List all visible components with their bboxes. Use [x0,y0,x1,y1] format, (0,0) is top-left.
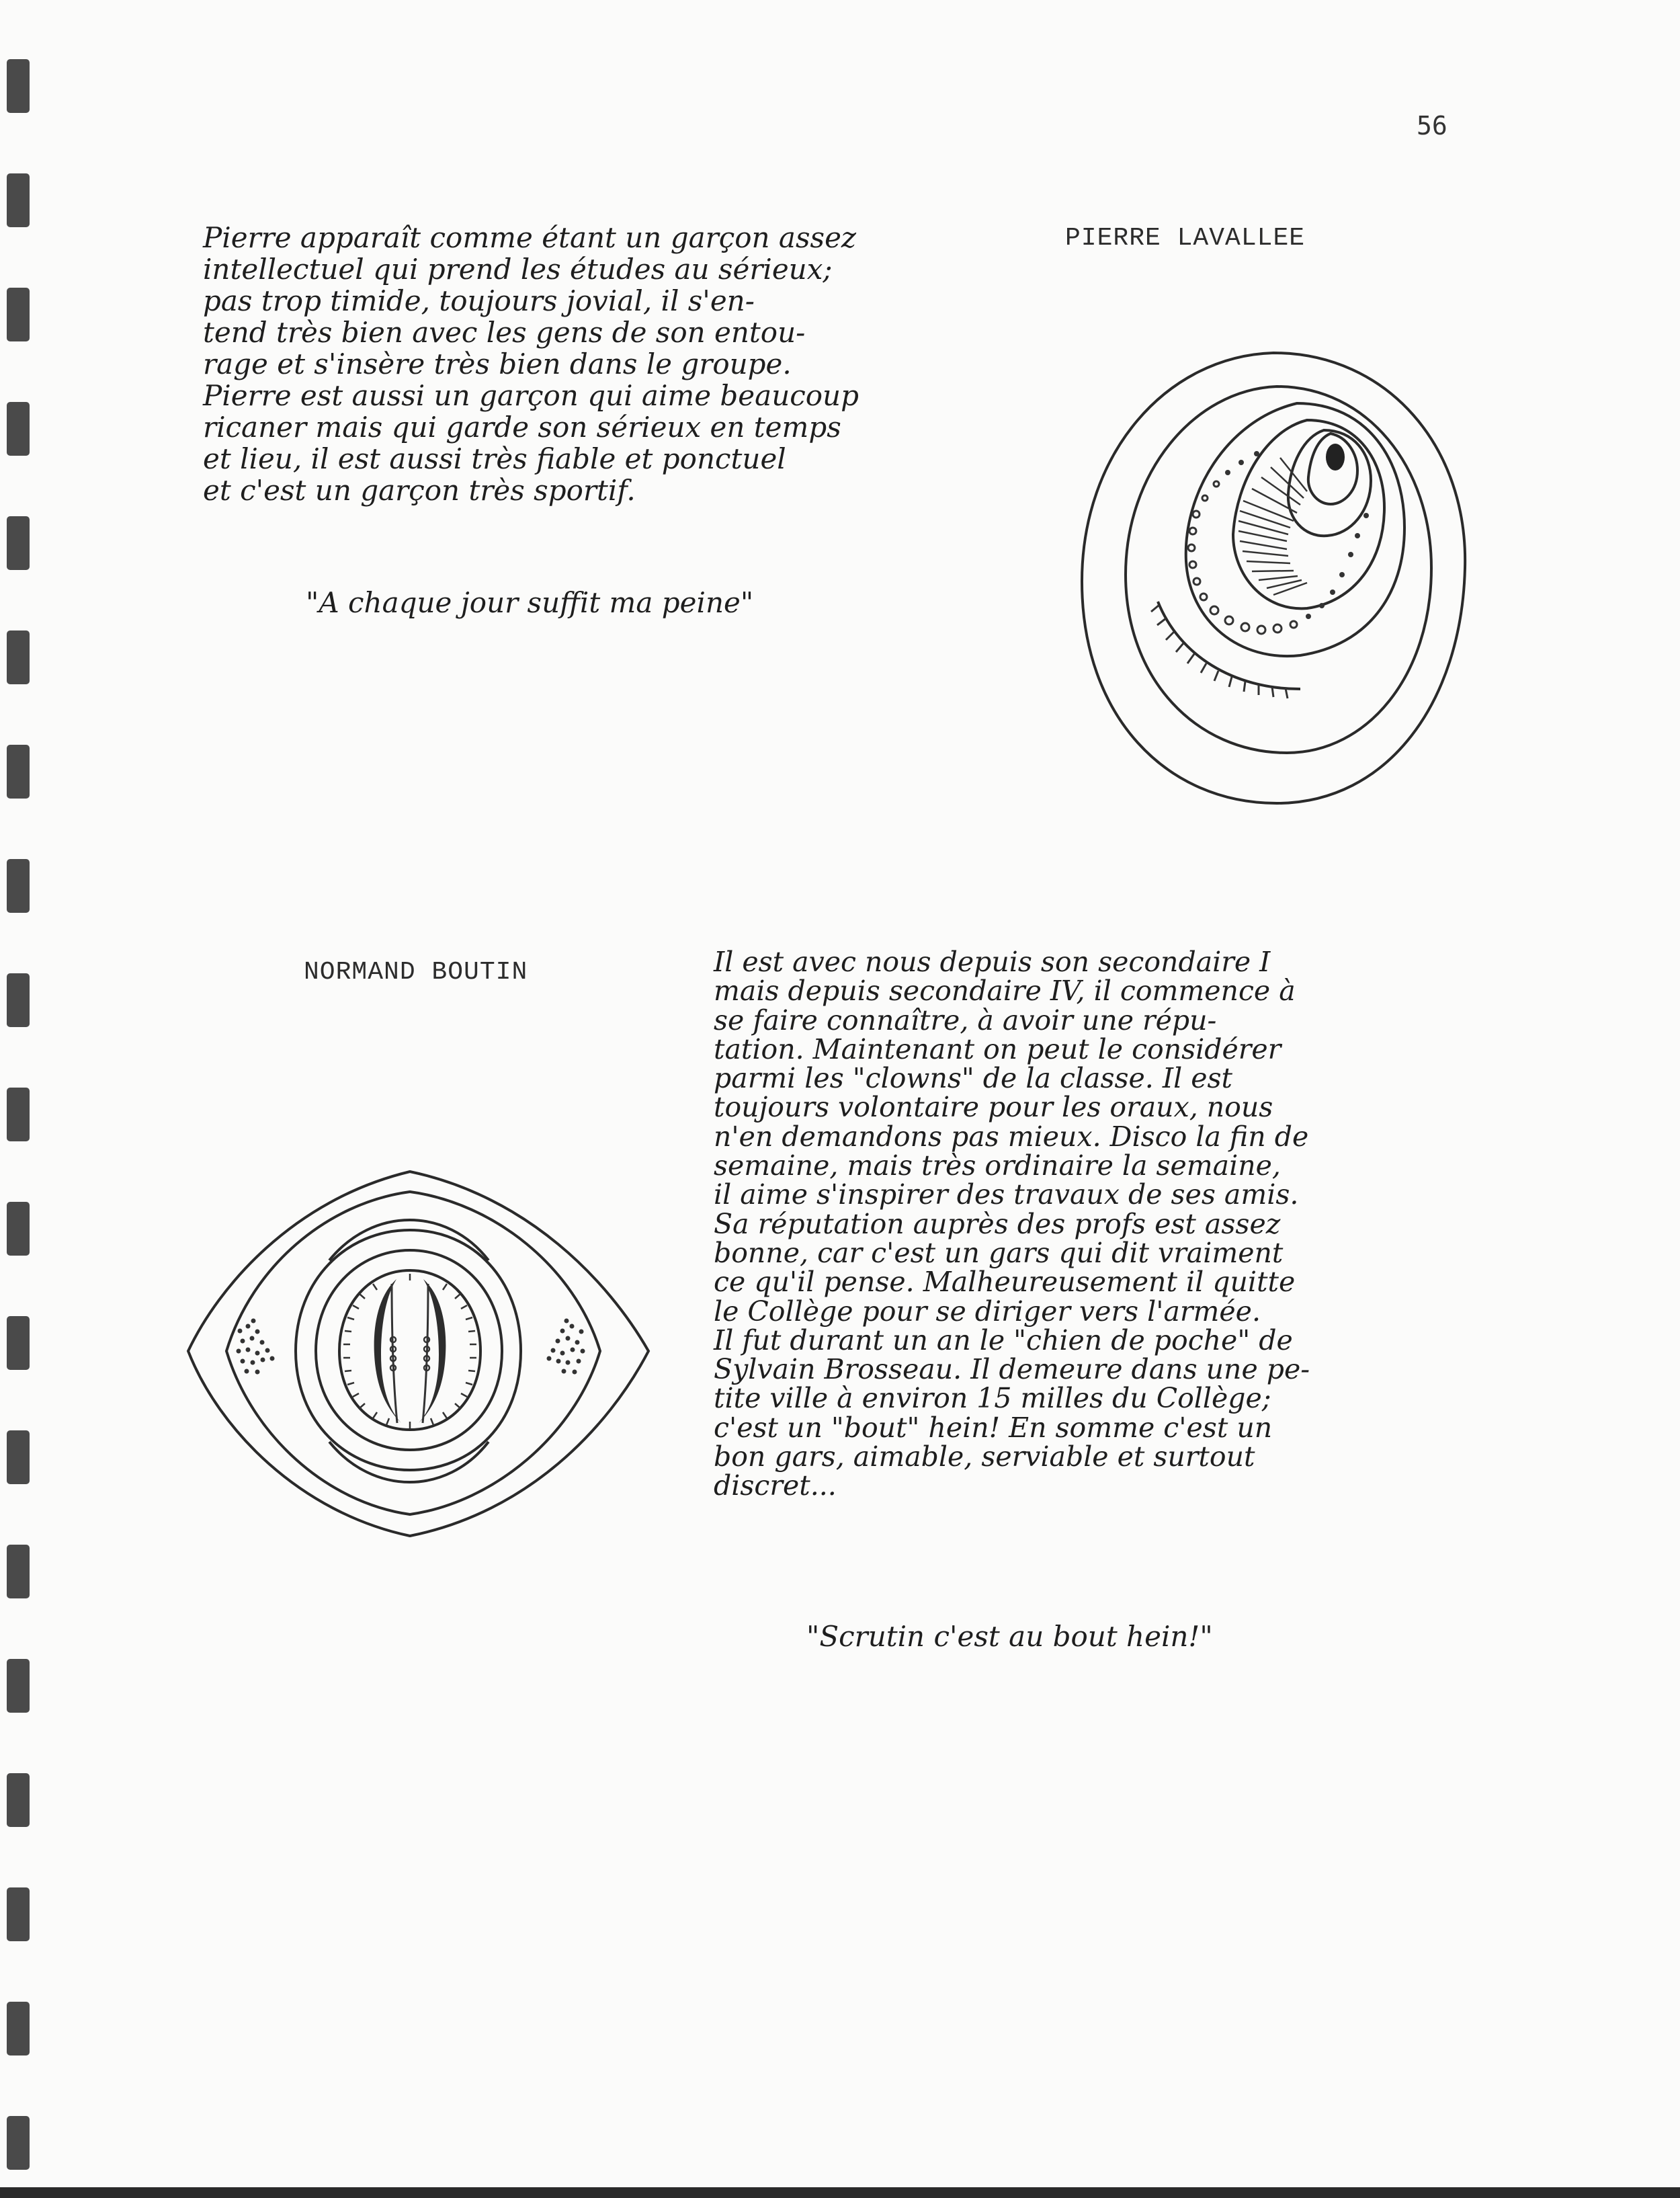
binding-hole [7,1088,30,1141]
text-line: discret... [714,1469,837,1502]
text-line: Sa réputation auprès des profs est assez [714,1207,1281,1240]
binding-hole [7,1773,30,1827]
text-line: toujours volontaire pour les oraux, nous [714,1091,1273,1124]
binding-hole [7,1202,30,1256]
text-line: c'est un "bout" hein! En somme c'est un [714,1411,1273,1444]
binding-hole [7,2116,30,2170]
binding-hole [7,1545,30,1598]
text-line: bon gars, aimable, serviable et surtout [714,1440,1255,1473]
text-line: mais depuis secondaire IV, il commence à [714,975,1296,1008]
binding-hole [7,1316,30,1370]
binding-hole [7,745,30,799]
binding-hole [7,402,30,456]
text-line: et lieu, il est aussi très fiable et ponctuel [203,442,786,475]
text-line: le Collège pour se diriger vers l'armée. [714,1295,1261,1328]
text-line: il aime s'inspirer des travaux de ses amis. [714,1178,1299,1211]
spiral-binding [0,0,40,2198]
text-line: Sylvain Brosseau. Il demeure dans une pe- [714,1353,1310,1386]
page-number: 56 [1417,111,1447,140]
text-line: tation. Maintenant on peut le considérer [714,1032,1282,1065]
text-line: tite ville à environ 15 milles du Collège; [714,1382,1271,1415]
text-line: pas trop timide, toujours jovial, il s'en- [203,284,755,317]
profile-text-normand [714,948,1310,1501]
text-line: et c'est un garçon très sportif. [203,474,636,507]
shell-spiral-drawing [1072,339,1482,810]
text-line: intellectuel qui prend les études au sérieux; [203,253,833,286]
profile-quote-pierre: "A chaque jour suffit ma peine" [306,586,754,619]
profile-quote-normand: "Scrutin c'est au bout hein!" [806,1620,1213,1653]
text-line: tend très bien avec les gens de son entou- [203,316,806,349]
text-line: parmi les "clowns" de la classe. Il est [714,1062,1232,1095]
binding-hole [7,859,30,913]
text-line: Il fut durant un an le "chien de poche" de [714,1324,1293,1356]
binding-hole [7,288,30,341]
profile-text-pierre [203,222,859,506]
text-line: semaine, mais très ordinaire la semaine, [714,1149,1281,1182]
binding-hole [7,2002,30,2055]
cell-eye-drawing [178,1159,662,1549]
text-line: n'en demandons pas mieux. Disco la fin de [714,1120,1309,1153]
binding-hole [7,973,30,1027]
binding-hole [7,173,30,227]
binding-hole [7,1430,30,1484]
profile-name-normand: NORMAND BOUTIN [304,958,528,987]
scan-edge [0,2187,1680,2198]
profile-name-pierre: PIERRE LAVALLEE [1065,224,1306,253]
text-line: rage et s'insère très bien dans le groupe. [203,348,792,380]
binding-hole [7,516,30,570]
text-line: Il est avec nous depuis son secondaire I [714,946,1271,978]
binding-hole [7,59,30,113]
text-line: Pierre est aussi un garçon qui aime beaucoup [203,379,859,412]
text-line: bonne, car c'est un gars qui dit vraiment [714,1236,1284,1269]
binding-hole [7,630,30,684]
text-line: ce qu'il pense. Malheureusement il quitte [714,1266,1296,1299]
text-line: se faire connaître, à avoir une répu- [714,1004,1217,1036]
binding-hole [7,1887,30,1941]
text-line: Pierre apparaît comme étant un garçon assez [203,221,857,254]
text-line: ricaner mais qui garde son sérieux en temps [203,411,841,444]
binding-hole [7,1659,30,1713]
